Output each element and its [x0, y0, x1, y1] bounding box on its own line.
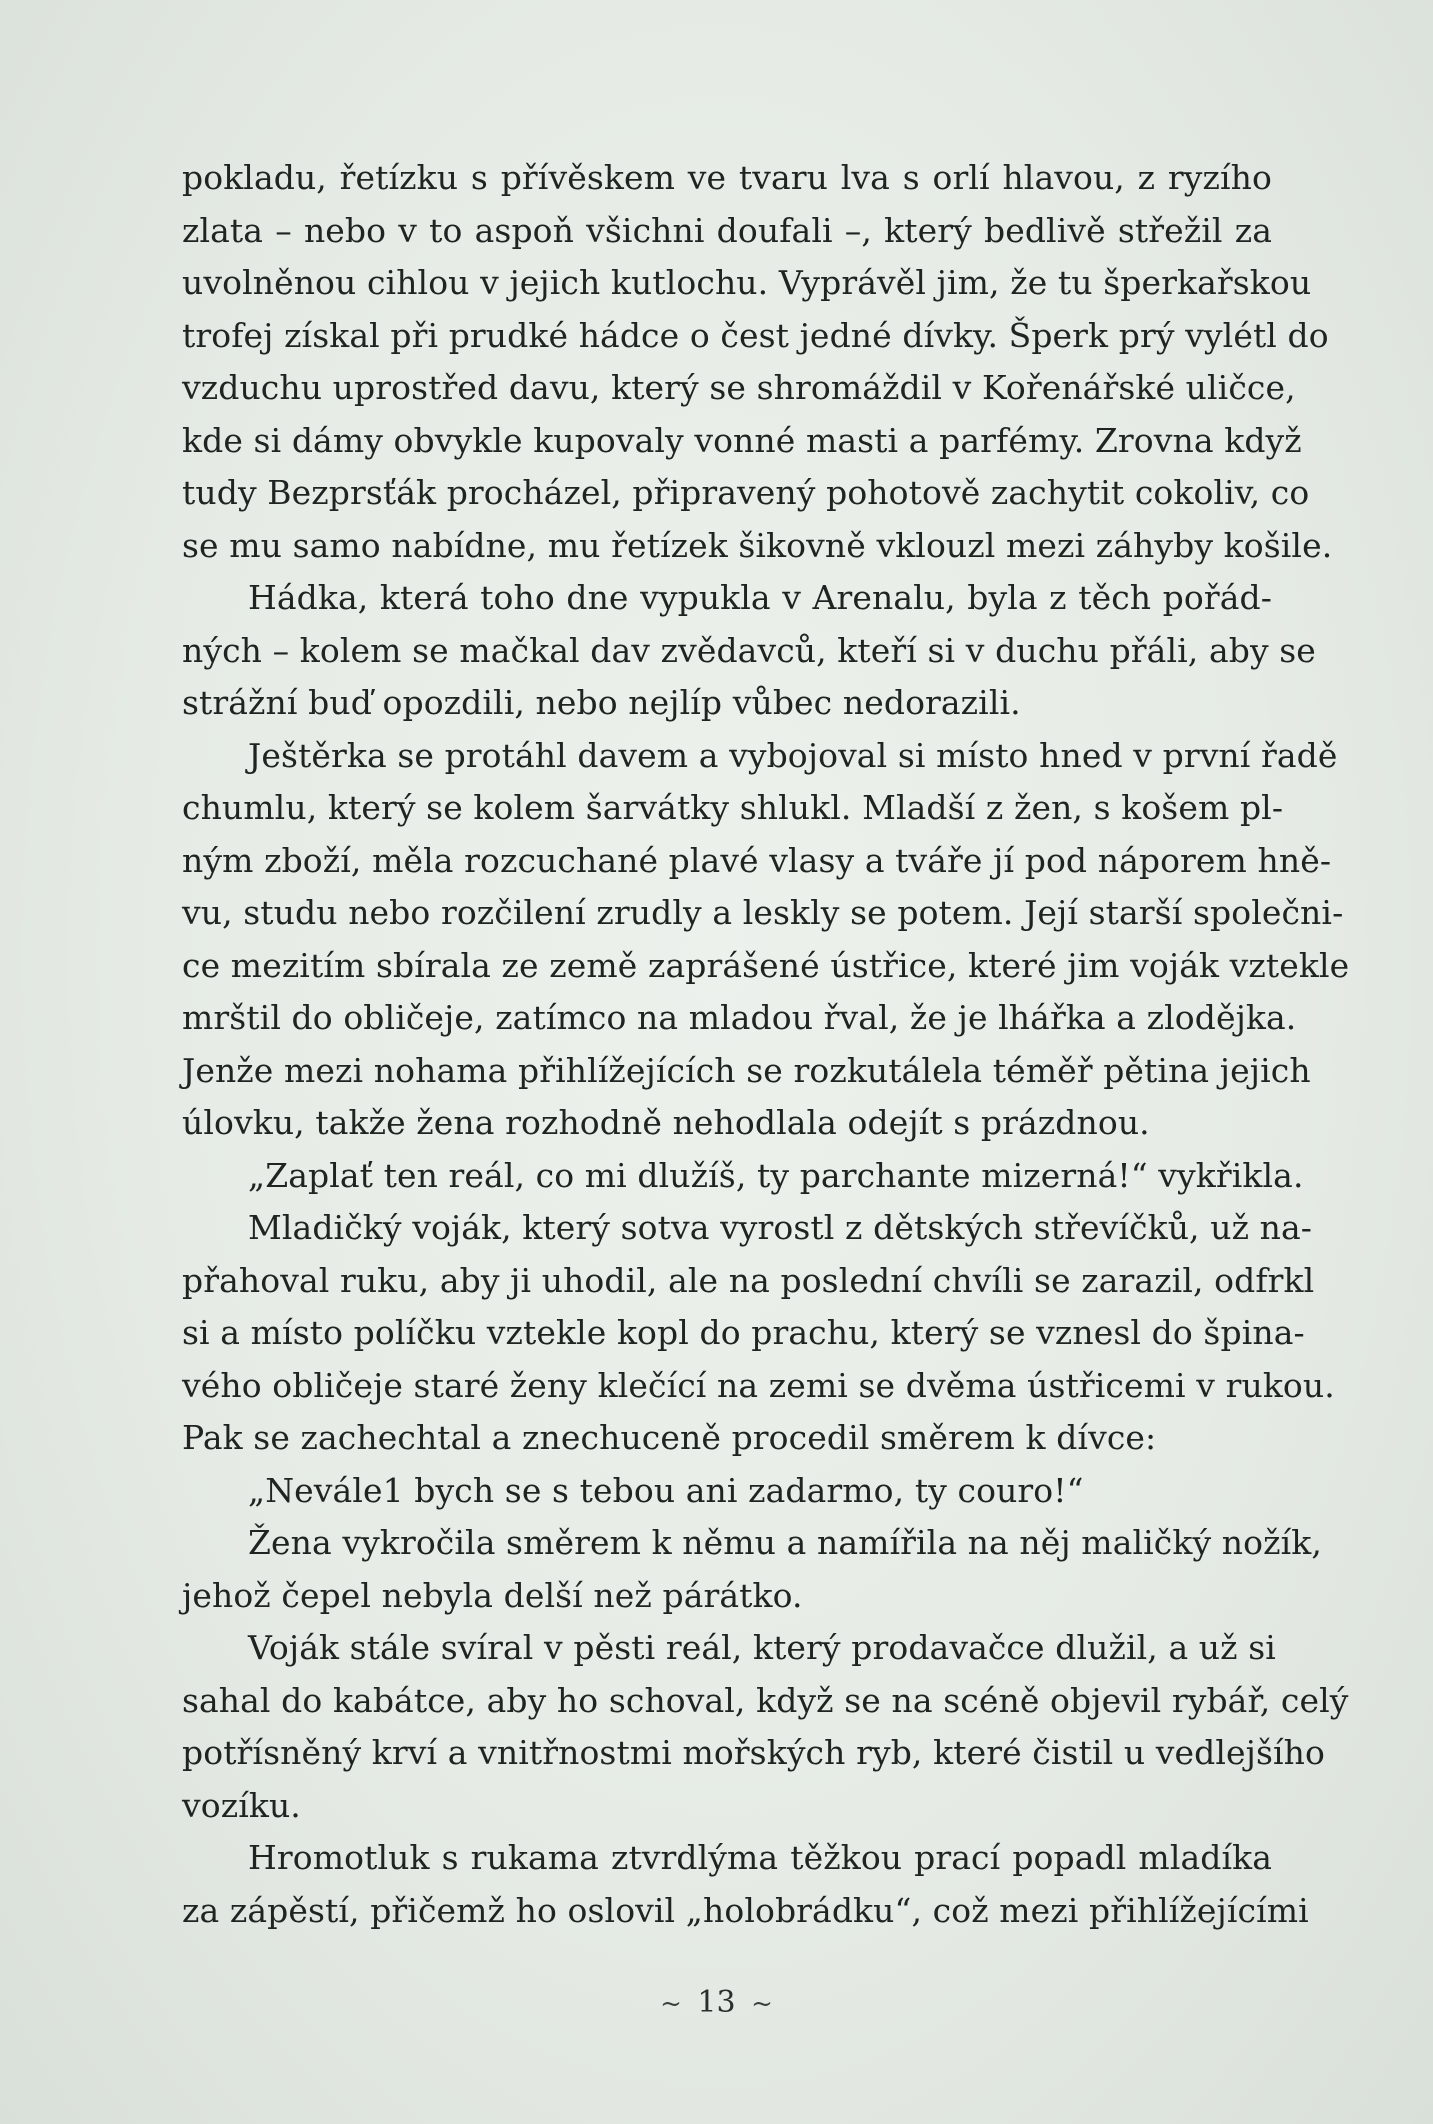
- text-line: Jenže mezi nohama přihlížejících se rozkutálela téměř pětina jejich: [182, 1050, 1311, 1090]
- text-line: Mladičký voják, který sotva vyrostl z dětských střevíčků, už na-: [248, 1208, 1313, 1247]
- text-line: Voják stále svíral v pěsti reál, který prodavačce dlužil, a už si: [248, 1628, 1276, 1667]
- text-line: za zápěstí, přičemž ho oslovil „holobrádku“, což mezi přihlížejícími: [182, 1890, 1309, 1930]
- text-line: Hádka, která toho dne vypukla v Arenalu, byla z těch pořád-: [248, 578, 1272, 617]
- text-line: „Zaplať ten reál, co mi dlužíš, ty parchante mizerná!“ vykřikla.: [248, 1155, 1304, 1195]
- text-line: vého obličeje staré ženy klečící na zemi se dvěma ústřicemi v rukou.: [182, 1365, 1335, 1405]
- text-line: mrštil do obličeje, zatímco na mladou řval, že je lhářka a zlodějka.: [182, 998, 1297, 1037]
- text-line: zlata – nebo v to aspoň všichni doufali –, který bedlivě střežil za: [182, 210, 1272, 250]
- text-line: Pak se zachechtal a znechuceně procedil směrem k dívce:: [182, 1418, 1157, 1457]
- text-line: přahoval ruku, aby ji uhodil, ale na poslední chvíli se zarazil, odfrkl: [182, 1260, 1315, 1300]
- text-line: ných – kolem se mačkal dav zvědavců, kteří si v duchu přáli, aby se: [182, 630, 1316, 670]
- text-line: vzduchu uprostřed davu, který se shromáždil v Kořenářské uličce,: [182, 368, 1296, 407]
- text-line: se mu samo nabídne, mu řetízek šikovně vklouzl mezi záhyby košile.: [182, 525, 1333, 565]
- text-line: trofej získal při prudké hádce o čest jedné dívky. Šperk prý vylétl do: [182, 315, 1329, 355]
- text-line: kde si dámy obvykle kupovaly vonné masti a parfémy. Zrovna když: [182, 420, 1302, 460]
- text-line: strážní buď opozdili, nebo nejlíp vůbec nedorazili.: [182, 683, 1021, 722]
- text-line: vozíku.: [182, 1785, 301, 1825]
- text-line: ce mezitím sbírala ze země zaprášené ústřice, které jim voják vztekle: [182, 945, 1350, 985]
- text-line: Ještěrka se protáhl davem a vybojoval si místo hned v první řadě: [248, 735, 1338, 775]
- text-line: úlovku, takže žena rozhodně nehodlala odejít s prázdnou.: [182, 1103, 1150, 1142]
- text-line: potřísněný krví a vnitřnostmi mořských ryb, které čistil u vedlejšího: [182, 1733, 1325, 1772]
- page-number-footer: [0, 1985, 1433, 2020]
- ornament-right-icon: ~: [751, 1989, 773, 2019]
- ornament-left-icon: ~: [660, 1989, 682, 2019]
- text-line: uvolněnou cihlou v jejich kutlochu. Vyprávěl jim, že tu šperkařskou: [182, 263, 1312, 302]
- text-line: chumlu, který se kolem šarvátky shlukl. Mladší z žen, s košem pl-: [182, 788, 1284, 827]
- text-line: sahal do kabátce, aby ho schoval, když se na scéně objevil rybář, celý: [182, 1680, 1349, 1720]
- page-number: 13: [697, 1985, 736, 2020]
- text-line: Hromotluk s rukama ztvrdlýma těžkou prací popadl mladíka: [248, 1838, 1272, 1877]
- text-line: pokladu, řetízku s přívěskem ve tvaru lva s orlí hlavou, z ryzího: [182, 158, 1272, 197]
- body-text: [182, 152, 1350, 1937]
- text-line: jehož čepel nebyla delší než párátko.: [182, 1575, 803, 1615]
- text-line: „Nevále1 bych se s tebou ani zadarmo, ty couro!“: [248, 1470, 1084, 1510]
- text-line: si a místo políčku vztekle kopl do prachu, který se vznesl do špina-: [182, 1313, 1305, 1352]
- text-line: tudy Bezprsťák procházel, připravený pohotově zachytit cokoliv, co: [182, 473, 1310, 512]
- text-line: ným zboží, měla rozcuchané plavé vlasy a tváře jí pod náporem hně-: [182, 840, 1332, 880]
- text-line: Žena vykročila směrem k němu a namířila na něj maličký nožík,: [248, 1523, 1322, 1562]
- text-line: vu, studu nebo rozčilení zrudly a leskly se potem. Její starší společni-: [182, 893, 1344, 932]
